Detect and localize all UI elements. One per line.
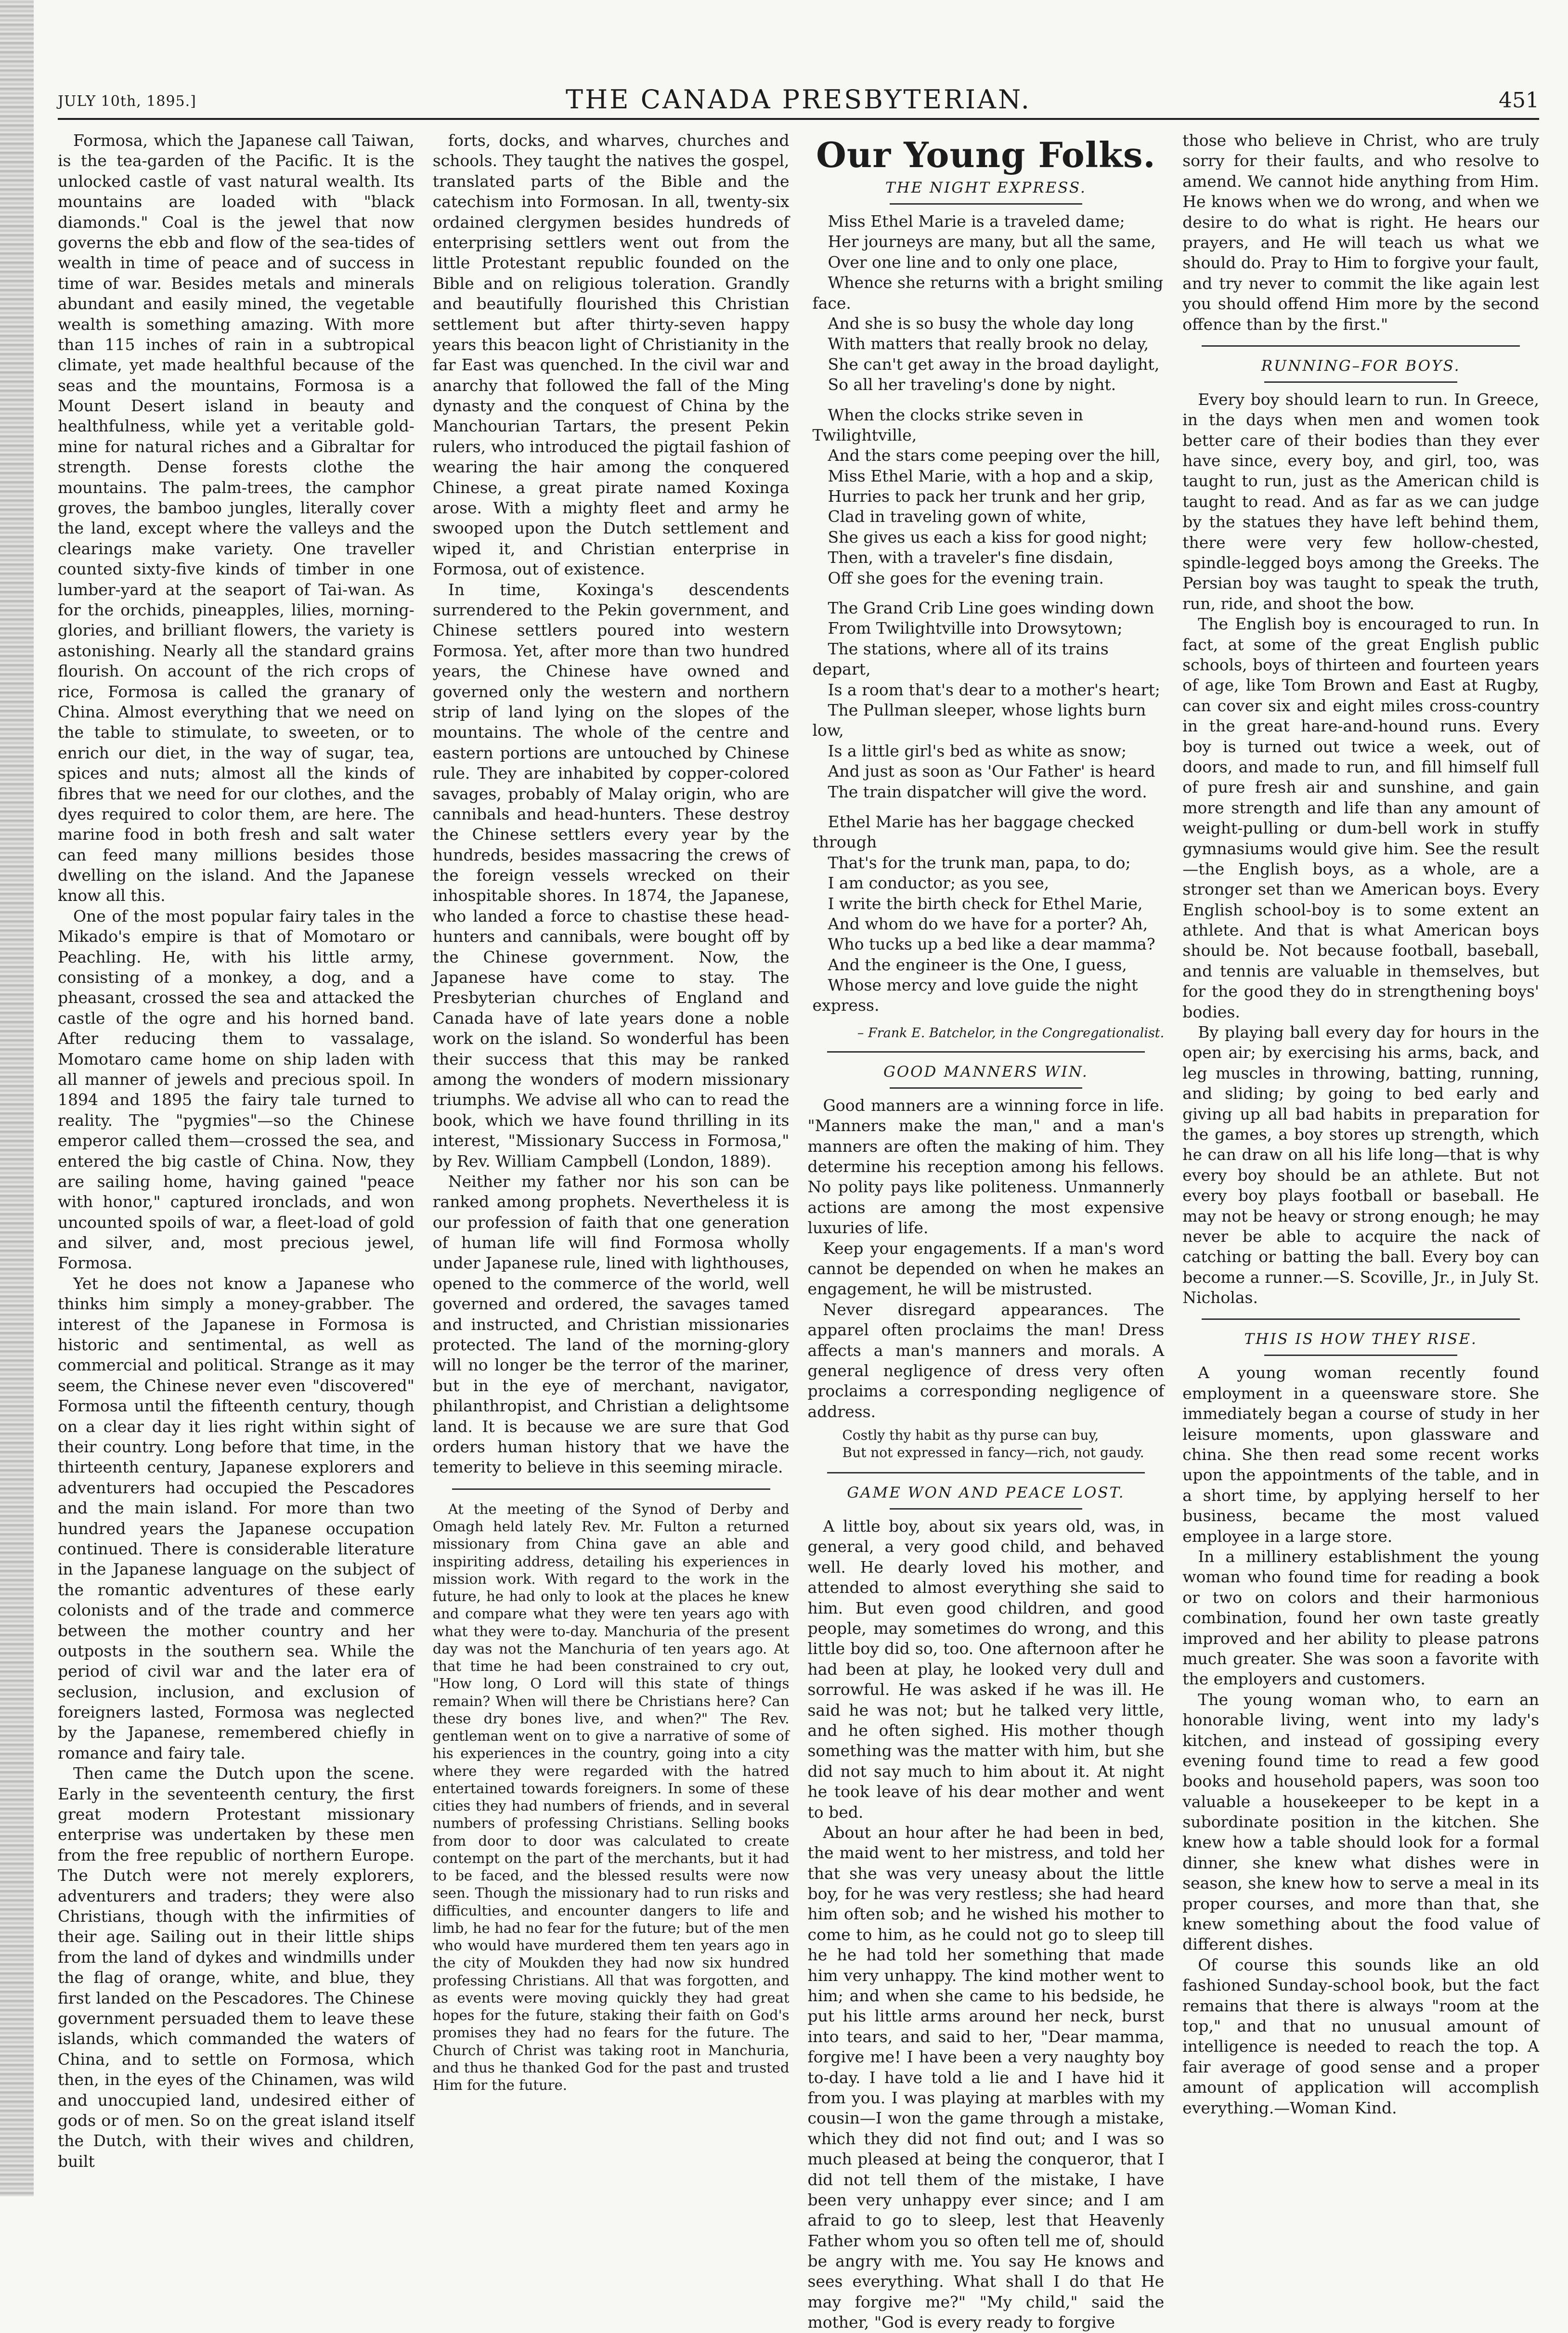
paragraph: The English boy is encouraged to run. In fact, at some of the great English public schools, boys of thirteen and fourteen years of age, like Tom Brown and East at Rugby, can cover six and eight miles cross-country in the great hare-and-hound runs. Every boy is turned out twice a week, out of doors, and made to run, and fill himself full of pure fresh air and sunshine, and gain more strength and life than any amount of weight-pulling or dum-bell work in stuffy gymnasiums would give him. See the result—the English boys, as a whole, are a stronger set than we American boys. Every English school-boy is to some extent an athlete. And that is what American boys should be. Not because football, baseball, and tennis are valuable in themselves, but for the good they do in strengthening boys' bodies. [1182, 614, 1539, 1021]
poem-line: Clad in traveling gown of white, [828, 507, 1087, 526]
poem [813, 211, 1165, 1041]
paragraph: Every boy should learn to run. In Greece, in the days when men and women took better care of their bodies than they ever have since, every boy, and girl, too, was taught to run, just as the American child is taught to read. And as far as we can judge by the statues they have left behind them, there were very few hollow-chested, spindle-legged boys among the Greeks. The Persian boy was taught to speak the truth, run, ride, and shoot the bow. [1182, 390, 1539, 613]
couplet-line: Costly thy habit as thy purse can buy, [842, 1427, 1099, 1444]
poem-line: From Twilightville into Drowsytown; [828, 619, 1123, 638]
paragraph: One of the most popular fairy tales in the Mikado's empire is that of Momotaro or Peachling. He, with his little army, consisting of a monkey, a dog, and a pheasant, crossed the sea and attacked the castle of the ogre and his horned band. After reducing them to vassalage, Momotaro came home on ship laden with all manner of jewels and precious spoil. In 1894 and 1895 the fairy tale turned to reality. The "pygmies"—so the Chinese emperor called them—crossed the sea, and entered the big castle of China. Now, they are sailing home, having gained "peace with honor," captured ironclads, and won uncounted spoils of war, a fleet-load of gold and silver, and, most precious jewel, Formosa. [58, 906, 415, 1273]
masthead: THE CANADA PRESBYTERIAN. [566, 84, 1031, 115]
issue-date: JULY 10th, 1895.] [58, 93, 196, 110]
poem-credit: – Frank E. Batchelor, in the Congregationalist. [857, 1025, 1165, 1041]
poem-line: The Grand Crib Line goes winding down [828, 599, 1154, 618]
poem-line: Is a room that's dear to a mother's heart; [828, 680, 1160, 699]
poem-line: Her journeys are many, but all the same, [828, 232, 1156, 251]
title-rule [1264, 381, 1457, 383]
poem-stanza [813, 405, 1165, 589]
poem-stanza [813, 598, 1165, 802]
poem-line: And the stars come peeping over the hill, [828, 446, 1161, 465]
section-divider [452, 1488, 770, 1490]
poem-line: Whence she returns with a bright smiling face. [812, 273, 1164, 313]
article-title: RUNNING–FOR BOYS. [1261, 357, 1461, 375]
paragraph: By playing ball every day for hours in the open air; by exercising his arms, back, and leg muscles in throwing, batting, running, and sliding; by going to bed early and giving up all bad habits in preparation for the games, a boy stores up strength, which he can draw on all his life long—that is why every boy should be an athlete. But not every boy plays football or baseball. He may not be heavy or strong enough; he may never be able to acquire the nack of catching or batting the ball. Every boy can become a runner.—S. Scoville, Jr., in July St. Nicholas. [1182, 1023, 1539, 1307]
poem-line: Miss Ethel Marie is a traveled dame; [828, 212, 1125, 231]
poem-line: Whose mercy and love guide the night express. [812, 976, 1138, 1015]
article-title: GAME WON AND PEACE LOST. [847, 1484, 1125, 1502]
poem-title: THE NIGHT EXPRESS. [885, 179, 1087, 196]
poem-line: Over one line and to only one place, [828, 252, 1118, 272]
title-rule [890, 1087, 1083, 1089]
poem-line: The stations, where all of its trains depart, [812, 639, 1109, 679]
poem-line: And just as soon as 'Our Father' is heard [828, 762, 1155, 781]
article-title: GOOD MANNERS WIN. [883, 1063, 1089, 1081]
paragraph: Neither my father nor his son can be ranked among prophets. Nevertheless it is our profession of faith that one generation of human life will find Formosa wholly under Japanese rule, lined with lighthouses, opened to the commerce of the world, well governed and ordered, the savages tamed and instructed, and Christian missionaries protected. The land of the morning-glory will no longer be the terror of the mariner, but in the eye of merchant, navigator, philanthropist, and Christian a delightsome land. It is because we are sure that God orders human history that we have the temerity to believe in this seeming miracle. [432, 1172, 790, 1477]
column-4 [1182, 130, 1539, 2163]
paragraph: Then came the Dutch upon the scene. Early in the seventeenth century, the first great modern Protestant missionary enterprise was undertaken by these men from the free republic of northern Europe. The Dutch were not merely explorers, adventurers and traders; they were also Christians, though with the infirmities of their age. Sailing out in their little ships from the land of dykes and windmills under the flag of orange, white, and blue, they first landed on the Pescadores. The Chinese government persuaded them to leave these islands, which commanded the waters of China, and to settle on Formosa, which then, in the eyes of the Chinamen, was wild and unoccupied land, undesired either of gods or of men. So on the great island itself the Dutch, with their wives and children, built [58, 1764, 415, 2171]
poem-line: And she is so busy the whole day long [828, 313, 1134, 333]
poem-line: Ethel Marie has her baggage checked through [812, 812, 1135, 852]
binding-edge [0, 0, 34, 2196]
quoted-couplet [827, 1427, 1165, 1461]
poem-stanza [813, 812, 1165, 1016]
paragraph: Good manners are a winning force in life. "Manners make the man," and a man's manners are often the making of him. They determine his reception among his fellows. No polity pays like politeness. Unmannerly actions are among the most expensive luxuries of life. [807, 1095, 1165, 1238]
section-divider [1202, 345, 1520, 347]
poem-line: And whom do we have for a porter? Ah, [828, 914, 1148, 933]
poem-line: Off she goes for the evening train. [828, 568, 1104, 587]
paragraph: forts, docks, and wharves, churches and schools. They taught the natives the gospel, translated parts of the Bible and the catechism into Formosan. In all, twenty-six ordained clergymen besides hundreds of enterprising settlers went out from the little Protestant republic founded on the Bible and on religious toleration. Grandly and beautifully flourished this Christian settlement but after thirty-seven happy years this beacon light of Christianity in the far East was quenched. In the civil war and anarchy that followed the fall of the Ming dynasty and the conquest of China by the Manchourian Tartars, the present Pekin rulers, who introduced the pigtail fashion of wearing the hair among the conquered Chinese, a great pirate named Koxinga arose. With a mighty fleet and army he swooped upon the Dutch settlement and wiped it, and Christian enterprise in Formosa, out of existence. [432, 131, 790, 579]
title-rule [890, 203, 1083, 205]
article-columns [58, 130, 1539, 2332]
poem-line: Hurries to pack her trunk and her grip, [828, 487, 1146, 506]
poem-line: Who tucks up a bed like a dear mamma? [828, 935, 1155, 954]
poem-line: And the engineer is the One, I guess, [828, 955, 1127, 974]
title-rule [890, 1508, 1083, 1510]
column-1 [58, 130, 415, 2171]
paragraph: Keep your engagements. If a man's word cannot be depended on when he makes an engagement, he will be mistrusted. [807, 1238, 1165, 1299]
paragraph: Of course this sounds like an old fashioned Sunday-school book, but the fact remains that there is always "room at the top," and that no unusual amount of intelligence is needed to reach the top. A fair average of good sense and a proper amount of application will accomplish everything.—Woman Kind. [1182, 1955, 1539, 2117]
poem-line: I write the birth check for Ethel Marie, [828, 894, 1143, 913]
section-divider [827, 1472, 1145, 1473]
section-banner: Our Young Folks. [816, 134, 1156, 175]
paragraph: About an hour after he had been in bed, the maid went to her mistress, and told her that she was very uneasy about the little boy, for he was very restless; she had heard him often sob; and he wished his mother to come to him, as he could not go to sleep till he he had told her something that made him very unhappy. The kind mother went to him; and when she came to his bedside, he put his little arms around her neck, burst into tears, and said to her, "Dear mamma, forgive me! I have been a very naughty boy to-day. I have told a lie and I have hid it from you. I was playing at marbles with my cousin—I won the game through a mistake, which they did not find out; and I was so much pleased at being the conqueror, that I did not tell them of the mistake, I have been very unhappy ever since; and I am afraid to go to sleep, lest that Heavenly Father whom you so often tell me of, should be angry with me. You say He knows and sees everything. What shall I do that He may forgive me?" "My child," said the mother, "God is every ready to forgive [807, 1823, 1165, 2332]
page-header [58, 84, 1539, 120]
section-divider [827, 1051, 1145, 1053]
paragraph: Formosa, which the Japanese call Taiwan, is the tea-garden of the Pacific. It is the unlocked castle of vast natural wealth. Its mountains are loaded with "black diamonds." Coal is the jewel that now governs the ebb and flow of the sea-tides of wealth in time of peace and of success in time of war. Besides metals and minerals abundant and easily mined, the vegetable wealth is something amazing. With more than 115 inches of rain in a subtropical climate, yet made healthful because of the seas and the mountains, Formosa is a Mount Desert island in beauty and healthfulness, while yet a veritable gold-mine for natural riches and a Gibraltar for strength. Dense forests clothe the mountains. The palm-trees, the camphor groves, the bamboo jungles, literally cover the land, except where the valleys and the clearings make variety. One traveller counted sixty-five kinds of timber in one lumber-yard at the seaport of Tai-wan. As for the orchids, pineapples, lilies, morning-glories, and brilliant flowers, the variety is astonishing. Nearly all the standard grains flourish. On account of the rich crops of rice, Formosa is called the granary of China. Almost everything that we need on the table to stimulate, to sweeten, or to enrich our diet, in the way of sugar, tea, spices and nuts; almost all the kinds of fibres that we need for our clothes, and the dyes required to color them, are here. The marine food in both fresh and salt water can feed many millions besides those dwelling on the island. And the Japanese know all this. [58, 131, 415, 905]
page-number: 451 [1499, 88, 1539, 113]
paragraph: A young woman recently found employment in a queensware store. She immediately began a course of study in her leisure moments, upon glassware and china. She then read some recent works upon the appointments of the table, and in a short time, by applying herself to her business, became the most valued employee in a large store. [1182, 1363, 1539, 1546]
poem-line: The train dispatcher will give the word. [828, 782, 1147, 801]
paragraph: those who believe in Christ, who are truly sorry for their faults, and who resolve to amend. We cannot hide anything from Him. He knows when we do wrong, and when we desire to do what is right. He hears our prayers, and He will teach us what we should do. Pray to Him to forgive your fault, and try never to commit the like again lest you should offend Him more by the second offence than by the first." [1182, 131, 1539, 334]
synod-report: At the meeting of the Synod of Derby and Omagh held lately Rev. Mr. Fulton a returned missionary from China gave an able and inspiriting address, detailing his experiences in mission work. With regard to the work in the future, he had only to look at the places he knew and compare what they were ten years ago with what they were to-day. Manchuria of the present day was not the Manchuria of ten years ago. At that time he had been constrained to cry out, "How long, O Lord will this state of things remain? When will there be Christians here? Can these dry bones live, and when?" The Rev. gentleman went on to give a narrative of some of his experiences in the country, going into a city where they were regarded with the hatred entertained towards foreigners. In some of these cities they had numbers of friends, and in several numbers of professing Christians. Selling books from door to door was calculated to create contempt on the part of the merchants, but it had to be faced, and the blessed results were now seen. Though the missionary had to run risks and difficulties, and encounter dangers to life and limb, he had no fear for the future; but of the men who would have murdered them ten years ago in the city of Moukden they had now six hundred professing Christians. All that was forgotten, and as events were moving quickly they had great hopes for the future, staking their faith on God's promises they had no fears for the future. The Church of Christ was taking root in Manchuria, and thus he thanked God for the past and trusted Him for the future. [432, 1500, 790, 2094]
poem-line: She gives us each a kiss for good night; [828, 527, 1148, 547]
poem-line: I am conductor; as you see, [828, 873, 1050, 893]
poem-line: Is a little girl's bed as white as snow; [828, 741, 1127, 760]
article-title: THIS IS HOW THEY RISE. [1244, 1330, 1477, 1348]
poem-line: That's for the trunk man, papa, to do; [828, 853, 1131, 872]
title-rule [1264, 1355, 1457, 1356]
couplet-line: But not expressed in fancy—rich, not gaudy. [842, 1445, 1144, 1461]
paragraph: The young woman who, to earn an honorable living, went into my lady's kitchen, and instead of gossiping every evening found time to read a few good books and household papers, was soon too valuable a housekeeper to be kept in a subordinate position in the kitchen. She knew how a table should look for a formal dinner, she knew what dishes were in season, she knew how to serve a meal in its proper courses, and more than that, she knew something about the food value of different dishes. [1182, 1690, 1539, 1954]
section-divider [1202, 1318, 1520, 1320]
paragraph: In time, Koxinga's descendents surrendered to the Pekin government, and Chinese settlers poured into western Formosa. Yet, after more than two hundred years, the Chinese have owned and governed only the western and northern strip of land lying on the slopes of the mountains. The whole of the centre and eastern portions are untouched by Chinese rule. They are inhabited by copper-colored savages, probably of Malay origin, who are cannibals and head-hunters. These destroy the Chinese settlers every year by the hundreds, besides massacring the crews of the foreign vessels wrecked on their inhospitable shores. In 1874, the Japanese, who landed a force to chastise these head-hunters and cannibals, were bought off by the Chinese government. Now, the Japanese have come to stay. The Presbyterian churches of England and Canada have of late years done a noble work on the island. So wonderful has been their success that this may be ranked among the wonders of modern missionary triumphs. We advise all who can to read the book, which we have found thrilling in its interest, "Missionary Success in Formosa," by Rev. William Campbell (London, 1889). [432, 580, 790, 1171]
paragraph: Never disregard appearances. The apparel often proclaims the man! Dress affects a man's manners and morals. A general negligence of dress very often proclaims a corresponding negligence of address. [807, 1300, 1165, 1421]
poem-line: With matters that really brook no delay, [828, 334, 1149, 353]
poem-line: So all her traveling's done by night. [828, 375, 1116, 394]
poem-stanza [813, 211, 1165, 395]
column-3 [807, 130, 1165, 2332]
poem-line: Miss Ethel Marie, with a hop and a skip, [828, 466, 1154, 485]
column-2 [433, 130, 790, 2163]
paragraph: Yet he does not know a Japanese who thinks him simply a money-grabber. The interest of the Japanese in Formosa is historic and sentimental, as well as commercial and political. Strange as it may seem, the Chinese never even "discovered" Formosa until the fifteenth century, though on a clear day it lies right within sight of their country. Long before that time, in the thirteenth century, Japanese explorers and adventurers had occupied the Pescadores and the main island. For more than two hundred years the Japanese occupation continued. There is considerable literature in the Japanese language on the subject of the romantic adventures of these early colonists and of the trade and commerce between the mother country and her outposts in the southern sea. While the period of civil war and the later era of seclusion, inclusion, and exclusion of foreigners lasted, Formosa was neglected by the Japanese, remembered chiefly in romance and fairy tale. [58, 1274, 415, 1762]
poem-line: The Pullman sleeper, whose lights burn low, [812, 700, 1146, 740]
poem-line: She can't get away in the broad daylight, [828, 354, 1160, 374]
paragraph: A little boy, about six years old, was, in general, a very good child, and behaved well. He dearly loved his mother, and attended to almost everything she said to him. But even good children, and good people, may sometimes do wrong, and this little boy did so, too. One afternoon after he had been at play, he looked very dull and sorrowful. He was asked if he was ill. He said he was not; but he talked very little, and he often sighed. His mother though something was the matter with him, but she did not say much to him about it. At night he took leave of his dear mother and went to bed. [807, 1517, 1165, 1822]
poem-line: Then, with a traveler's fine disdain, [828, 548, 1114, 567]
paragraph: In a millinery establishment the young woman who found time for reading a book or two on colors and their harmonious combination, found her own taste greatly improved and her ability to please patrons much greater. She was soon a favorite with the employers and customers. [1182, 1547, 1539, 1689]
poem-line: When the clocks strike seven in Twilightville, [812, 405, 1084, 444]
